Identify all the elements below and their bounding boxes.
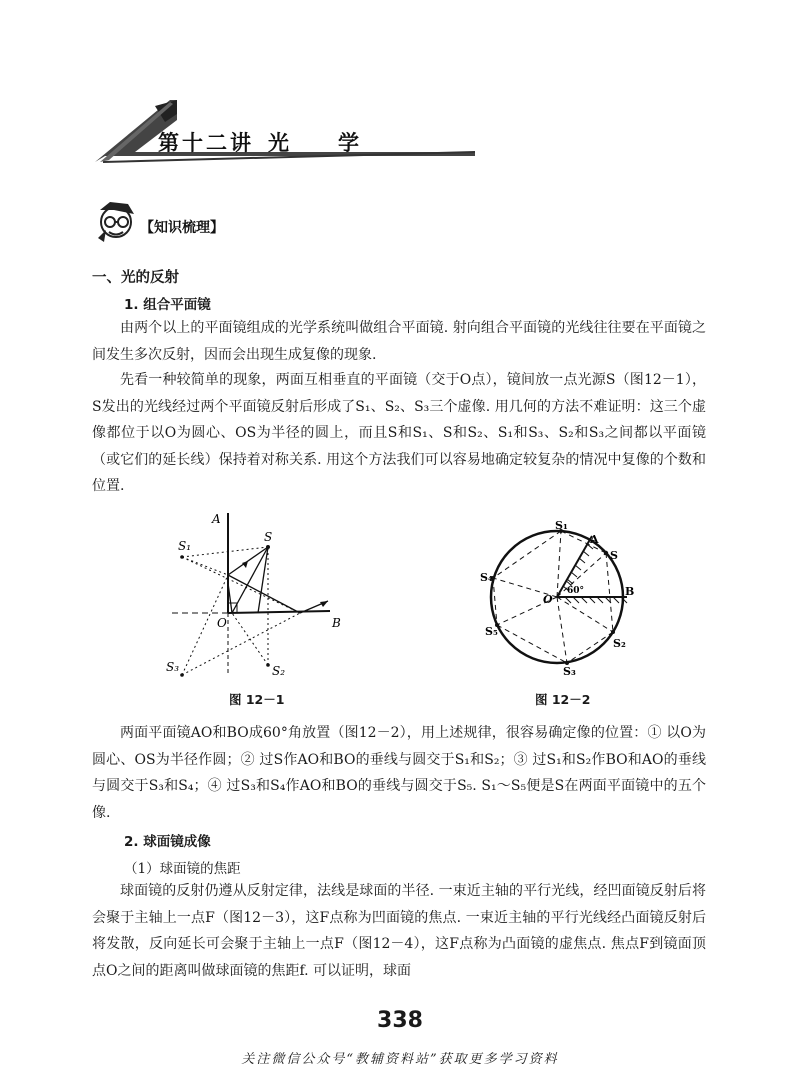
chapter-title: 第十二讲 光 学 [158, 131, 362, 155]
label-S2: S₂ [272, 664, 286, 678]
figure-caption: 图 12－2 [535, 692, 591, 707]
heading-spherical-mirror: 2. 球面镜成像 [124, 834, 211, 850]
heading-light-reflection: 一、光的反射 [92, 270, 179, 286]
label-S: S [610, 549, 618, 562]
label-B: B [332, 616, 341, 630]
label-S1: S₁ [178, 539, 192, 553]
mascot-icon [94, 200, 138, 244]
paragraph: 由两个以上的平面镜组成的光学系统叫做组合平面镜. 射向组合平面镜的光线往往要在平面镜之间发生多次反射，因而会出现生成复像的现象. [92, 320, 706, 363]
label-S4: S₄ [480, 571, 493, 584]
paragraph: 两面平面镜AO和BO成60°角放置（图12－2），用上述规律，很容易确定像的位置：① 以O为圆心、OS为半径作圆；② 过S作AO和BO的垂线与圆交于S₁和S₂；③ 过S₁和S₂作BO和AO的垂线与圆交于S₃和S₄；④ 过S₃和S₄作AO和BO的垂线与圆交于S₅. S₁～S₅便是S在两面平面镜中的五个像. [92, 725, 706, 821]
figure-caption: 图 12－1 [229, 692, 285, 707]
label-S1: S₁ [555, 519, 568, 532]
label-angle: 60° [567, 586, 585, 596]
heading-focal-length: （1）球面镜的焦距 [124, 861, 241, 877]
label-O: O [543, 593, 553, 606]
section-label: 【知识梳理】 [140, 220, 224, 236]
page-number: 338 [377, 1008, 423, 1033]
heading-combined-mirrors: 1. 组合平面镜 [124, 297, 211, 313]
label-S3: S₃ [563, 665, 576, 675]
label-S2: S₂ [613, 637, 626, 650]
figure-12-2 [475, 515, 650, 675]
label-S3: S₃ [166, 660, 180, 674]
figure-12-1 [160, 505, 360, 685]
footer-note: 关注微信公众号“教辅资料站”获取更多学习资料 [241, 1052, 559, 1067]
label-A: A [212, 512, 221, 526]
paragraph: 先看一种较简单的现象，两面互相垂直的平面镜（交于O点），镜间放一点光源S（图12－1），S发出的光线经过两个平面镜反射后形成了S₁、S₂、S₃三个虚像. 用几何的方法不难证明：这三个虚像都位于以O为圆心、OS为半径的圆上，而且S和S₁、S和S₂、S₁和S₃、S₂和S₃之间都以平面镜（或它们的延长线）保持着对称关系. 用这个方法我们可以容易地确定较复杂的情况中复像的个数和位置. [92, 372, 706, 494]
label-B: B [625, 585, 635, 598]
label-A: A [590, 533, 599, 546]
label-O: O [217, 616, 227, 630]
label-S: S [264, 530, 273, 544]
paragraph: 球面镜的反射仍遵从反射定律，法线是球面的半径. 一束近主轴的平行光线，经凹面镜反射后将会聚于主轴上一点F（图12－3），这F点称为凹面镜的焦点. 一束近主轴的平行光线经凸面镜反射后将发散，反向延长可会聚于主轴上一点F（图12－4），这F点称为凸面镜的虚焦点. 焦点F到镜面顶点O之间的距离叫做球面镜的焦距f. 可以证明，球面 [92, 883, 706, 979]
label-S5: S₅ [485, 625, 498, 638]
